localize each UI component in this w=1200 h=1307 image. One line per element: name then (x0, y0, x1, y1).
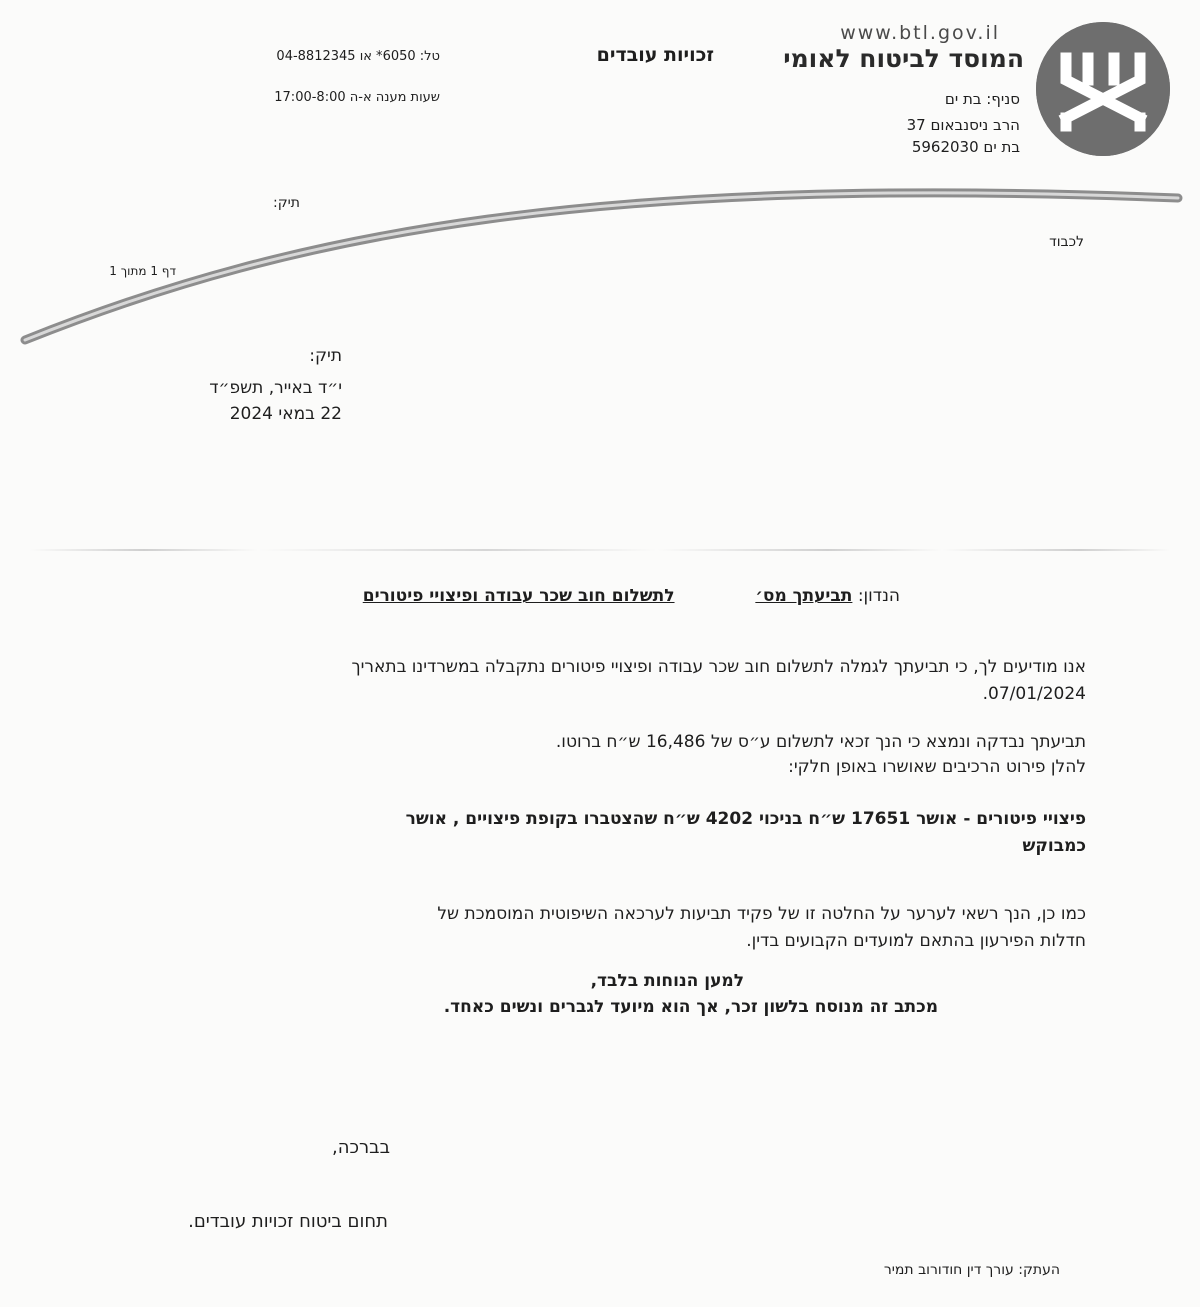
paragraph-4-line-1: כמו כן, הנך רשאי לערער על החלטה זו של פקיד תביעות לערכאה השיפוטית המוסמכת של (437, 904, 1086, 924)
address-line-2: בת ים 5962030 (911, 138, 1020, 156)
gender-note-line-1: למען הנוחות בלבד, (590, 971, 744, 991)
btl-logo (1036, 22, 1170, 156)
copy-recipient: העתק: עורך דין חודורוב תמיר (883, 1262, 1060, 1278)
department-title: זכויות עובדים (596, 44, 714, 66)
gender-note-line-2: מכתב זה מנוסח בלשון זכר, אך הוא מיועד לגברים ונשים כאחד. (443, 997, 938, 1017)
paragraph-3-line-1: פיצויי פיטורים - אושר 17651 ש״ח בניכוי 4202 ש״ח שהצטברו בקופת פיצויים , אושר (405, 809, 1086, 829)
recipient-label: לכבוד (1049, 234, 1084, 250)
hebrew-date: י״ד באייר, תשפ״ד (209, 378, 342, 398)
page-number: דף 1 מתוך 1 (109, 264, 176, 278)
closing-signoff: תחום ביטוח זכויות עובדים. (188, 1211, 388, 1232)
address-line-1: הרב ניסנבאום 37 (906, 116, 1020, 134)
organization-name: המוסד לביטוח לאומי (783, 44, 1024, 73)
paragraph-3-line-2: כמבוקש (1022, 836, 1086, 856)
gregorian-date: 22 במאי 2024 (229, 404, 342, 424)
file-label: תיק: (309, 346, 342, 366)
phone-info: טל: 6050* או 04-8812345 (276, 49, 440, 64)
subject-label: הנדון: (857, 586, 900, 606)
paragraph-1-line-2: 07/01/2024. (982, 684, 1086, 704)
subject-topic: לתשלום חוב שכר עבודה ופיצויי פיטורים (362, 586, 675, 606)
paragraph-2-line-1: תביעתך נבדקה ונמצא כי הנך זכאי לתשלום ע״ס של 16,486 ש״ח ברוטו. (555, 732, 1086, 752)
btl-logo-icon (1036, 22, 1170, 156)
section-divider (30, 549, 1170, 551)
paragraph-4-line-2: חדלות הפירעון בהתאם למועדים הקבועים בדין. (746, 931, 1086, 951)
closing-regards: בברכה, (332, 1137, 390, 1158)
file-label-top: תיק: (273, 195, 300, 211)
subject-line (363, 586, 900, 606)
branch-name: סניף: בת ים (944, 90, 1020, 108)
subject-claim: תביעתך מס׳ (755, 586, 853, 606)
paragraph-2-line-2: להלן פירוט הרכיבים שאושרו באופן חלקי: (788, 757, 1086, 777)
paragraph-1-line-1: אנו מודיעים לך, כי תביעתך לגמלה לתשלום חוב שכר עבודה ופיצויי פיטורים נתקבלה במשרדינו בתאריך (351, 657, 1086, 677)
website-url: www.btl.gov.il (840, 22, 1000, 44)
opening-hours: שעות מענה א-ה 17:00-8:00 (274, 90, 440, 105)
